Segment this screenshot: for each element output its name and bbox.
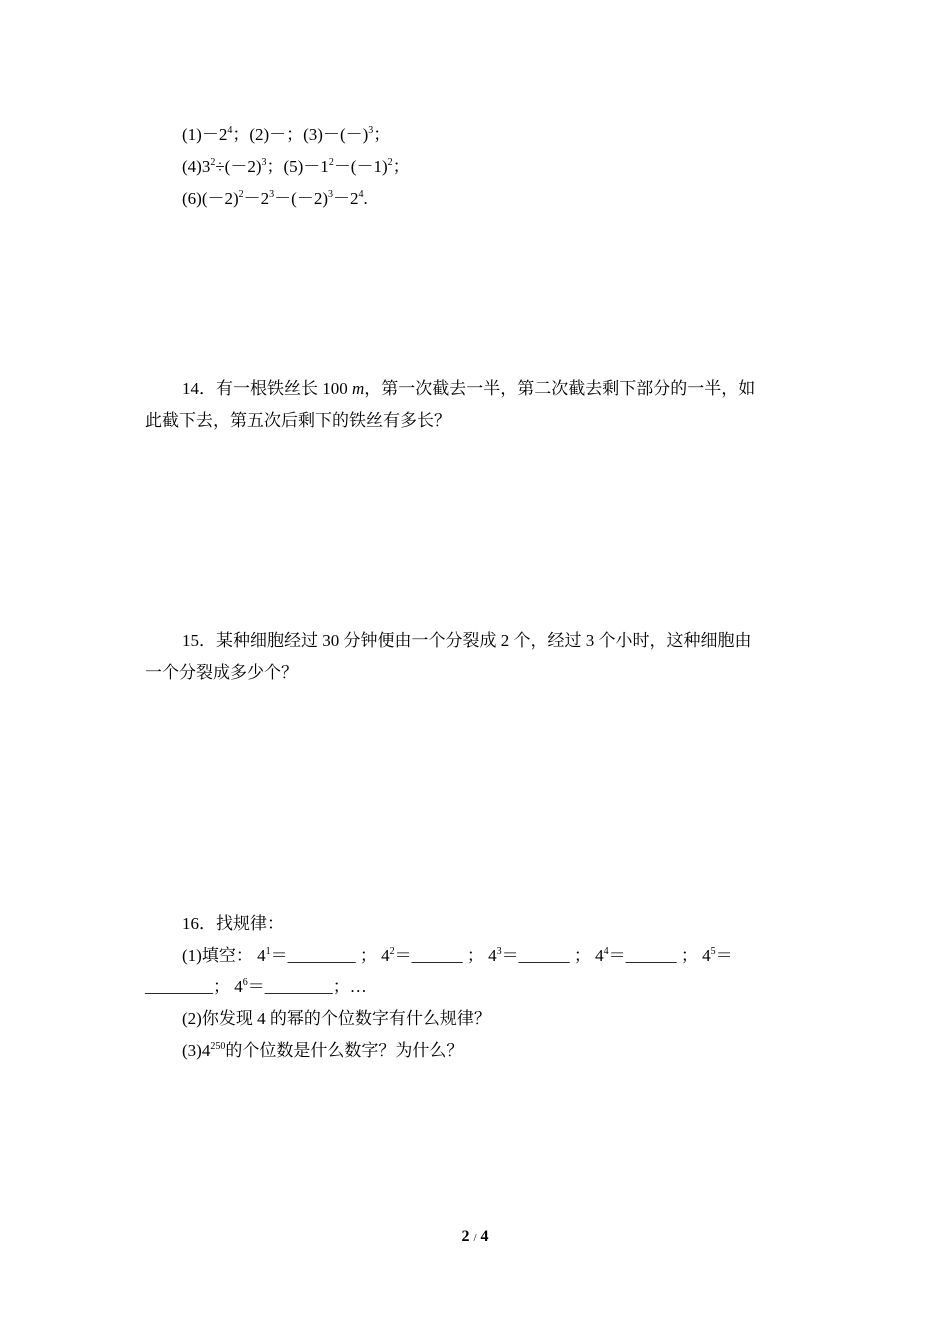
problem-16-fill-line-2: ________； $4^6=\_\_\_\_\_\_\_\_$；… (145, 977, 367, 996)
problem-14-line-1: 14．有一根铁丝长 100 m，第一次截去一半，第二次截去剩下部分的一半，如 (182, 379, 756, 398)
problem-13-line-2: $(4)3^2\div(-2)^3$；$(5)-1^2-(-1)^2$； (182, 157, 410, 176)
page-number: 2 / 4 (461, 1228, 489, 1245)
problem-16-title: 16．找规律： (182, 914, 284, 933)
blank-4-pow-3[interactable]: ______ (518, 946, 570, 965)
problem-14-line-2: 此截下去，第五次后剩下的铁丝有多长？ (145, 411, 451, 430)
blank-4-pow-6[interactable]: ________ (264, 977, 333, 996)
problem-15-line-2: 一个分裂成多少个？ (145, 663, 298, 682)
blank-4-pow-4[interactable]: ______ (625, 946, 677, 965)
blank-4-pow-1[interactable]: ________ (287, 946, 356, 965)
problem-16-fill-line-1: (1)填空： $4^1=\_\_\_\_\_\_\_\_$ ； $4^2=\_\_\_\_\_\_$ ； $4^3=\_\_\_\_\_\_$ ； $4^4=\_\_\_\_\_\_$ ； $4^5=$ (182, 946, 733, 965)
blank-4-pow-2[interactable]: ______ (411, 946, 463, 965)
problem-13-line-3: $(6)(-2)^2-2^3-(-2)^3-2^4$. (182, 189, 368, 208)
problem-15-line-1: 15．某种细胞经过 30 分钟便由一个分裂成 2 个，经过 3 个小时，这种细胞由 (182, 631, 752, 650)
problem-16-question-2: (2)你发现 4 的幂的个位数字有什么规律？ (182, 1009, 491, 1028)
problem-16-question-3: $(3)4^{250}$的个位数是什么数字？为什么？ (182, 1041, 464, 1060)
problem-13-line-1: $(1)-2^4$；(2)－；$(3)-(-)^3$； (182, 125, 391, 144)
blank-4-pow-5[interactable]: ________ (145, 977, 213, 996)
